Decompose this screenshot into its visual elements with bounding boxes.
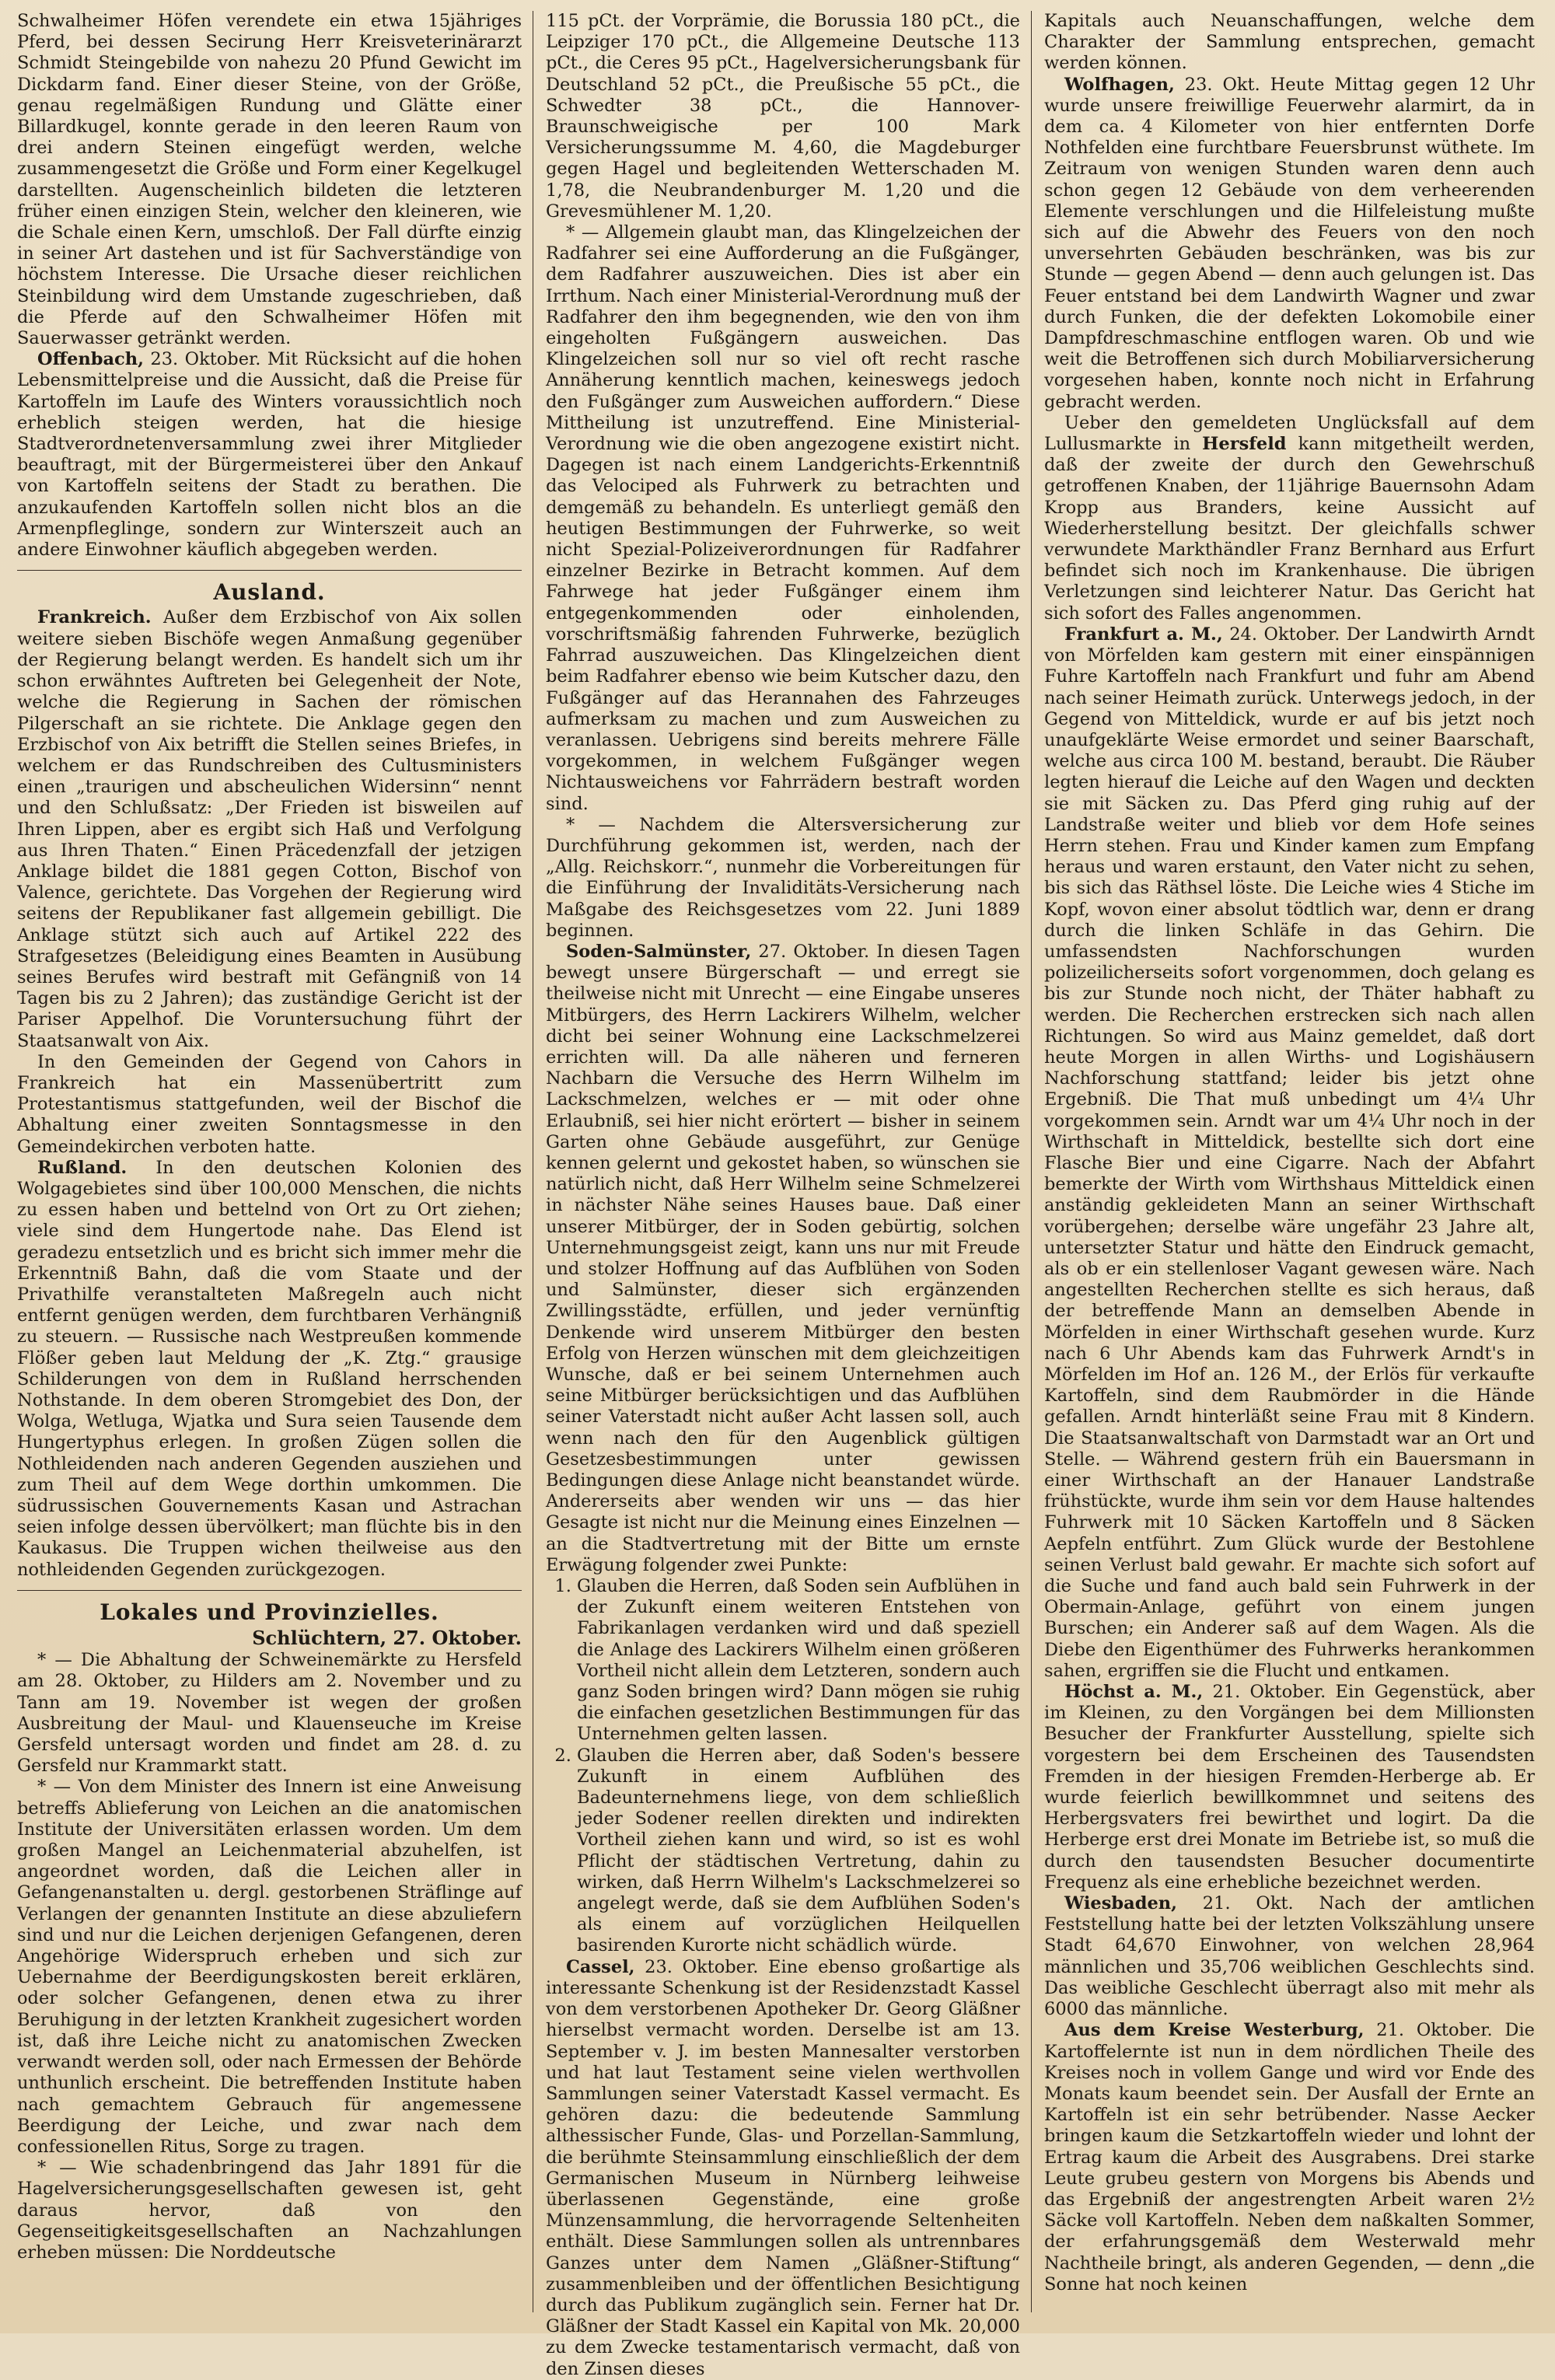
article-paragraph [1044,1893,1535,2020]
article-text: 24. Oktober. Der Landwirth Arndt von Mörfelden kam gestern mit einer einspännigen Fuhre Kartoffeln nach Frankfurt und fuhr am Abend nach seiner Heimath zurück. Unterwegs jedoch, in der Gegend von Mitteldick, wurde er auf bis jetzt noch unaufgeklärte Weise ermordet und seiner Baarschaft, welche aus circa 100 M. bestand, beraubt. Die Räuber legten hierauf die Leiche auf den Wagen und deckten sie mit Säcken zu. Das Pferd ging ruhig auf der Landstraße weiter und blieb vor dem Hofe seines Herrn stehen. Frau und Kinder kamen zum Empfang heraus und waren erstaunt, den Vater nicht zu sehen, bis sich das Räthsel löste. Die Leiche wies 4 Stiche im Kopf, wovon einer absolut tödtlich war, denn er drang durch die linken Schläfe in das Gehirn. Die umfassendsten Nachforschungen wurden polizeilicherseits sofort vorgenommen, doch gelang es bis zur Stunde noch nicht, der Thäter habhaft zu werden. Die Recherchen erstrecken sich nach allen Richtungen. So wird aus Mainz gemeldet, daß dort heute Morgen in allen Wirths- und Logishäusern Nachforschung stattfand; leider bis jetzt ohne Ergebniß. Die That muß unbedingt um 4¼ Uhr vorgekommen sein. Arndt war um 4¼ Uhr noch in der Wirthschaft in Mitteldick, bestellte sich dort eine Flasche Bier und eine Cigarre. Nach der Abfahrt bemerkte der Wirth vom Wirthshaus Mitteldick einen anständig gekleideten Mann an seiner Wirthschaft vorübergehen; derselbe wäre ungefähr 23 Jahre alt, untersetzter Statur und hätte den Eindruck gemacht, als ob er ein stellenloser Vagant gewesen wäre. Nach angestellten Recherchen stellte es sich heraus, daß der betreffende Mann an demselben Abende in Mörfelden in einer Wirthschaft gesehen wurde. Kurz nach 6 Uhr Abends kam das Fuhrwerk Arndt's in Mörfelden im Hof an. 126 M., der Erlös für verkaufte Kartoffeln, sind dem Raubmörder in die Hände gefallen. Arndt hinterläßt seine Frau mit 8 Kindern. Die Staatsanwaltschaft von Darmstadt war an Ort und Stelle. — Während gestern früh ein Bauersmann in einer Wirthschaft an der Hanauer Landstraße frühstückte, wurde ihm sein vor dem Hause haltendes Fuhrwerk mit 10 Säcken Kartoffeln und 8 Säcken Aepfeln entführt. Zum Glück wurde der Bestohlene seinen Verlust bald gewahr. Er machte sich sofort auf die Suche und fand auch bald sein Fuhrwerk in der Obermain-Anlage, geführt von einem jungen Burschen; ein Anderer saß auf dem Wagen. Als die Diebe den Eigenthümer des Fuhrwerks herankommen sahen, ergriffen sie die Flucht und entkamen. [1044,624,1535,1681]
article-paragraph: * — Wie schadenbringend das Jahr 1891 für die Hagelversicherungsgesellschaften gewesen ist, geht daraus hervor, daß von den Gegenseitigkeitsgesellschaften an Nachzahlungen erheben müssen: Die Norddeutsche [17,2158,522,2263]
article-text: 21. Oktober. Ein Gegenstück, aber im Kleinen, zu den Vorgängen bei dem Millionsten Besucher der Frankfurter Ausstellung, spielte sich vorgestern bei dem Erscheinen des Tausendsten Fremden in der hiesigen Fremden-Herberge ab. Er wurde feierlich bewillkommnet und seitens des Herbergsvaters frei bewirthet und logirt. Da die Herberge erst drei Monate im Betriebe ist, so muß die durch den tausendsten Besucher documentirte Frequenz als eine erhebliche bezeichnet werden. [1044,1682,1535,1892]
section-heading: Ausland. [213,579,326,606]
article-paragraph: * — Allgemein glaubt man, das Klingelzeichen der Radfahrer sei eine Aufforderung an die Fußgänger, dem Radfahrer auszuweichen. Dies ist aber ein Irrthum. Nach einer Ministerial-Verordnung muß der Radfahrer den ihm begegnenden, wie den von ihm eingeholten Fußgängern ausweichen. Das Klingelzeichen soll nur so viel oft recht rasche Annäherung kenntlich machen, keineswegs jedoch den Fußgänger zum Ausweichen auffordern.“ Diese Mittheilung ist unzutreffend. Eine Ministerial-Verordnung wie die oben angezogene existirt nicht. Dagegen ist nach einem Landgerichts-Erkenntniß das Velociped als Fuhrwerk zu betrachten und demgemäß zu behandeln. Es unterliegt gemäß den heutigen Bestimmungen der Fuhrwerke, so weit nicht Spezial-Polizeiverordnungen für Radfahrer einzelner Bezirke in Betracht kommen. Auf dem Fahrwege hat jeder Fußgänger einem ihm entgegenkommenden oder einholenden, vorschriftsmäßig fahrenden Fuhrwerke, bezüglich Fahrrad auszuweichen. Das Klingelzeichen dient beim Radfahrer ebenso wie beim Kutscher dazu, den Fußgänger auf das Herannahen des Fahrzeuges aufmerksam zu machen und zum Ausweichen zu veranlassen. Uebrigens sind bereits mehrere Fälle vorgekommen, in welchem Fußgänger wegen Nichtausweichens vor Fahrrädern bestraft worden sind. [546,222,1020,814]
column-2 [533,11,1032,2379]
article-paragraph [1044,1682,1535,1893]
article-paragraph [546,1957,1020,2380]
article-text: 23. Oktober. Eine ebenso großartige als interessante Schenkung ist der Residenzstadt Kassel von dem verstorbenen Apotheker Dr. Georg Gläßner hierselbst vermacht worden. Derselbe ist am 13. September v. J. im besten Mannesalter verstorben und hat laut Testament seine vielen werthvollen Sammlungen seiner Vaterstadt Kassel vermacht. Es gehören dazu: die bedeutende Sammlung althessischer Funde, Glas- und Porzellan-Sammlung, die berühmte Steinsammlung einschließlich der dem Germanischen Museum in Nürnberg leihweise überlassenen Gegenstände, eine große Münzensammlung, die hervorragende Seltenheiten enthält. Diese Sammlungen sollen als untrennbares Ganzes unter dem Namen „Gläßner-Stiftung“ zusammenbleiben und der öffentlichen Besichtigung durch das Publikum zugänglich sein. Ferner hat Dr. Gläßner der Stadt Kassel ein Kapital von Mk. 20,000 zu dem Zwecke testamentarisch vermacht, daß von den Zinsen dieses [546,1956,1020,2379]
column-3 [1032,11,1535,2312]
article-paragraph [17,607,522,1051]
article-text: 27. Oktober. In diesen Tagen bewegt unsere Bürgerschaft — und erregt sie theilweise nicht mit Unrecht — eine Eingabe unseres Mitbürgers, des Herrn Lackirers Wilhelm, welcher dicht bei seiner Wohnung eine Lackschmelzerei errichten will. Da alle näheren und ferneren Nachbarn die Versuche des Herrn Wilhelm im Lackschmelzen, welches er — mit oder ohne Erlaubniß, sei hier nicht erörtert — bisher in seinem Garten ohne Gebäude ausgeführt, zur Genüge kennen gelernt und gekostet haben, so wünschen sie natürlich nicht, daß Herr Wilhelm seine Schmelzerei in nächster Nähe seines Hauses baue. Daß einer unserer Mitbürger, der in Soden gebürtig, solchen Unternehmungsgeist zeigt, kann uns nur mit Freude und stolzer Hoffnung auf das Aufblühen von Soden und Salmünster, dieser sich ergänzenden Zwillingsstädte, erfüllen, und jeder vernünftig Denkende wird unserem Mitbürger den besten Erfolg von Herzen wünschen mit dem gleichzeitigen Wunsche, daß er bei seinem Unternehmen auch seine Mitbürger berücksichtigen und das Aufblühen seiner Vaterstadt nicht außer Acht lassen soll, auch wenn nach den für den Augenblick gültigen Gesetzesbestimmungen unter gewissen Bedingungen diese Anlage nicht beanstandet würde. Andererseits aber wenden wir uns — das hier Gesagte ist nicht nur die Meinung eines Einzelnen — an die Stadtvertretung mit der Bitte um ernste Erwägung folgender zwei Punkte: [546,941,1020,1575]
article-text: Außer dem Erzbischof von Aix sollen weitere sieben Bischöfe wegen Anmaßung gegenüber der Regierung belangt werden. Es handelt sich um ihr schon erwähntes Auftreten bei Gelegenheit der Note, welche die Regierung in Sachen der römischen Pilgerschaft an sie richtete. Die Anklage gegen den Erzbischof von Aix betrifft die Stellen seines Briefes, in welchem er das Rundschreiben des Cultusministers einen „traurigen und abscheulichen Widersinn“ nennt und den Schlußsatz: „Der Frieden ist bisweilen auf Ihren Lippen, aber es ergibt sich Haß und Verfolgung aus Ihren Thaten.“ Einen Präcedenzfall der jetzigen Anklage bildet die 1881 gegen Cotton, Bischof von Valence, gerichtete. Das Vorgehen der Regierung wird seitens der Republikaner fast allgemein gebilligt. Die Anklage stützt sich auch auf Artikel 222 des Strafgesetzes (Beleidigung eines Beamten in Ausübung seines Berufes wird bestraft mit Gefängniß von 14 Tagen bis zu 2 Jahren); das zuständige Gericht ist der Pariser Appelhof. Die Voruntersuchung führt der Staatsanwalt von Aix. [17,607,522,1051]
article-dateline: Hersfeld [1202,434,1287,455]
article-paragraph [17,349,522,561]
article-paragraph: 115 pCt. der Vorprämie, die Borussia 180 pCt., die Leipziger 170 pCt., die Allgemeine Deutsche 113 pCt., die Ceres 95 pCt., Hagelversicherungsbank für Deutschland 52 pCt., die Preußische 55 pCt., die Schwedter 38 pCt., die Hannover-Braunschweigische per 100 Mark Versicherungssumme M. 4,60, die Magdeburger gegen Hagel und begleitenden Wetterschaden M. 1,78, die Neubrandenburger M. 1,20 und die Grevesmühlener M. 1,20. [546,11,1020,222]
article-text: Ueber den gemeldeten Unglücksfall auf dem Lullusmarkte in [1044,412,1535,455]
column-1 [17,11,533,2312]
article-dateline: Wolfhagen, [1064,74,1175,95]
section-divider [17,570,522,571]
article-dateline: Cassel, [566,1956,635,1977]
numbered-list [546,1576,1020,1957]
article-dateline: Soden-Salmünster, [566,941,752,962]
article-dateline: Offenbach, [37,349,144,370]
article-paragraph [546,942,1020,1576]
section-heading: Lokales und Provinzielles. [100,1599,439,1625]
article-paragraph: * — Nachdem die Altersversicherung zur Durchführung gekommen ist, werden, nach der „Allg. Reichskorr.“, nunmehr die Vorbereitungen für die Einführung der Invaliditäts-Versicherung nach Maßgabe des Reichsgesetzes vom 22. Juni 1889 beginnen. [546,814,1020,941]
article-text: 23. Okt. Heute Mittag gegen 12 Uhr wurde unsere freiwillige Feuerwehr alarmirt, da in dem ca. 4 Kilometer von hier entfernten Dorfe Nothfelden eine furchtbare Feuersbrunst wüthete. Im Zeitraum von wenigen Stunden waren denn auch schon gegen 12 Gebäude von dem verheerenden Elemente verschlungen und die Hilfeleistung mußte sich auf die Abwehr des Feuers von den noch unversehrten Gebäuden beschränken, was bis zur Stunde — gegen Abend — denn auch gelungen ist. Das Feuer entstand bei dem Landwirth Wagner und zwar durch Funken, die der defekten Lokomobile einer Dampfdreschmaschine entflogen waren. Ob und wie weit die Betroffenen sich durch Mobiliarversicherung vorgesehen haben, konnte noch nicht in Erfahrung gebracht werden. [1044,74,1535,412]
article-paragraph [1044,75,1535,413]
section-divider [17,1590,522,1591]
article-dateline: Wiesbaden, [1064,1893,1177,1914]
article-text: In den deutschen Kolonien des Wolgagebietes sind über 100,000 Menschen, die nichts zu essen haben und bettelnd von Ort zu Ort ziehen; viele sind dem Hungertode nahe. Das Elend ist geradezu entsetzlich und es bricht sich immer mehr die Erkenntniß Bahn, daß die vom Staate und der Privathilfe veranstalteten Maßregeln auch nicht entfernt genügen werden, dem furchtbaren Verhängniß zu steuern. — Russische nach Westpreußen kommende Flößer geben laut Meldung der „K. Ztg.“ grausige Schilderungen von dem in Rußland herrschenden Nothstande. In dem oberen Stromgebiet des Don, der Wolga, Wetluga, Wjatka und Sura seien Tausende dem Hungertyphus erlegen. In großen Zügen sollen die Nothleidenden nach anderen Gegenden ausziehen und zum Theil auf dem Wege dorthin umkommen. Die südrussischen Gouvernements Kasan und Astrachan seien infolge dessen übervölkert; man flüchte bis in den Kaukasus. Die Truppen wichen theilweise aus den nothleidenden Gegenden zurückgezogen. [17,1157,522,1580]
article-paragraph: * — Die Abhaltung der Schweinemärkte zu Hersfeld am 28. Oktober, zu Hilders am 2. November und zu Tann am 19. November ist wegen der großen Ausbreitung der Maul- und Klauenseuche im Kreise Gersfeld untersagt worden und findet am 28. d. zu Gersfeld nur Krammarkt statt. [17,1650,522,1777]
article-text: kann mitgetheilt werden, daß der zweite der durch den Gewehrschuß getroffenen Knaben, der 11jährige Bauernsohn Adam Kropp aus Branders, keine Aussicht auf Wiederherstellung besitzt. Der gleichfalls schwer verwundete Markthändler Franz Bernhard aus Erfurt befindet sich noch im Krankenhause. Die übrigen Verletzungen sind leichterer Natur. Das Gericht hat sich sofort des Falles angenommen. [1044,434,1535,624]
article-paragraph [1044,413,1535,624]
article-paragraph: In den Gemeinden der Gegend von Cahors in Frankreich hat ein Massenübertritt zum Protestantismus stattgefunden, weil der Bischof die Abhaltung einer zweiten Sonntagsmesse in den Gemeindekirchen verboten hatte. [17,1051,522,1157]
article-dateline: Aus dem Kreise Westerburg, [1064,2020,1365,2041]
columns [17,11,1536,2379]
article-paragraph: * — Von dem Minister des Innern ist eine Anweisung betreffs Ablieferung von Leichen an die anatomischen Institute der Universitäten erlassen worden. Um dem großen Mangel an Leichenmaterial abzuhelfen, ist angeordnet worden, daß die Leichen aller in Gefangenanstalten u. dergl. gestorbenen Sträflinge auf Verlangen der genannten Institute an diese abzuliefern sind und nur die Leichen derjenigen Gefangenen, deren Angehörige Widerspruch erheben und sich zur Uebernahme der Beerdigungskosten bereit erklären, oder solcher Gefangenen, denen etwa zu ihrer Beruhigung in der letzten Krankheit zugesichert worden ist, daß ihre Leiche nicht zu anatomischen Zwecken verwandt werden soll, oder nach Ermessen der Behörde unthunlich erscheint. Die betreffenden Institute haben nach gemachtem Gebrauch für angemessene Beerdigung der Leiche, und zwar nach dem confessionellen Ritus, Sorge zu tragen. [17,1777,522,2157]
article-paragraph: Schwalheimer Höfen verendete ein etwa 15jähriges Pferd, bei dessen Secirung Herr Kreisveterinärarzt Schmidt Steingebilde von nahezu 20 Pfund Gewicht im Dickdarm fand. Einer dieser Steine, von der Größe, genau regelmäßigen Rundung und Glätte einer Billardkugel, konnte gerade in den leeren Raum von drei andern Steinen eingefügt werden, welche zusammengesetzt die Größe und Form einer Kegelkugel darstellten. Augenscheinlich bildeten die letzteren früher einen einzigen Stein, welcher den kleineren, wie die Schale einen Kern, umschloß. Der Fall dürfte einzig in seiner Art dastehen und ist für Sachverständige von höchstem Interesse. Die Ursache dieser reichlichen Steinbildung wird dem Umstande zugeschrieben, daß die Pferde auf den Schwalheimer Höfen mit Sauerwasser getränkt werden. [17,11,522,349]
list-item: 2. Glauben die Herren aber, daß Soden's bessere Zukunft in einem Aufblühen des Badeunternehmens liege, von dem schließlich jeder Sodener reellen direkten und indirekten Vortheil ziehen kann und wird, so ist es wohl Pflicht der städtischen Vertretung, dahin zu wirken, daß Herrn Wilhelm's Lackschmelzerei so angelegt werde, daß sie dem Aufblühen Soden's als einem auf vorzüglichen Heilquellen basirenden Kurorte nicht schädlich würde. [577,1746,1020,1957]
article-dateline: Schlüchtern, 27. Oktober. [252,1627,522,1650]
article-text: 23. Oktober. Mit Rücksicht auf die hohen Lebensmittelpreise und die Aussicht, daß die Preise für Kartoffeln im Laufe des Winters voraussichtlich noch erheblich steigen werden, hat die hiesige Stadtverordnetenversammlung zwei ihrer Mitglieder beauftragt, mit der Bürgermeisterei über den Ankauf von Kartoffeln seitens der Stadt zu berathen. Die anzukaufenden Kartoffeln sollen nicht blos an die Armenpfleglinge, sondern zur Winterszeit auch an andere Einwohner käuflich abgegeben werden. [17,349,522,561]
article-dateline: Frankfurt a. M., [1064,624,1223,645]
article-text: 21. Okt. Nach der amtlichen Feststellung hatte bei der letzten Volkszählung unsere Stadt 64,670 Einwohner, von welchen 28,964 männlichen und 35,706 weiblichen Geschlechts sind. Das weibliche Geschlecht überragt also mit mehr als 6000 das männliche. [1044,1893,1535,2020]
article-paragraph [1044,624,1535,1682]
article-dateline: Rußland. [37,1157,128,1178]
article-text: 21. Oktober. Die Kartoffelernte ist nun in dem nördlichen Theile des Kreises noch in vollem Gange und wird vor Ende des Monats kaum beendet sein. Der Ausfall der Ernte an Kartoffeln ist ein sehr betrübender. Nasse Aecker bringen kaum die Setzkartoffeln wieder und lohnt der Ertrag kaum die Arbeit des Ausgrabens. Drei starke Leute grubeu gestern von Morgens bis Abends und das Ergebniß der angestrengten Arbeit waren 2½ Säcke voll Kartoffeln. Neben dem naßkalten Sommer, der erfahrungsgemäß dem Westerwald mehr Nachtheile bringt, als anderen Gegenden, — denn „die Sonne hat noch keinen [1044,2020,1535,2294]
article-dateline: Höchst a. M., [1064,1682,1204,1703]
article-paragraph [17,1158,522,1581]
article-paragraph: Kapitals auch Neuanschaffungen, welche dem Charakter der Sammlung entsprechen, gemacht werden können. [1044,11,1535,74]
article-paragraph [1044,2020,1535,2295]
article-dateline: Frankreich. [37,607,152,628]
list-item: 1. Glauben die Herren, daß Soden sein Aufblühen in der Zukunft einem weiteren Entstehen von Fabrikanlagen verdanken wird und daß speziell die Anlage des Lackirers Wilhelm einen größeren Vortheil nicht allein dem Letzteren, sondern auch ganz Soden bringen wird? Dann mögen sie ruhig die einfachen gesetzlichen Bestimmungen für das Unternehmen gelten lassen. [577,1576,1020,1746]
